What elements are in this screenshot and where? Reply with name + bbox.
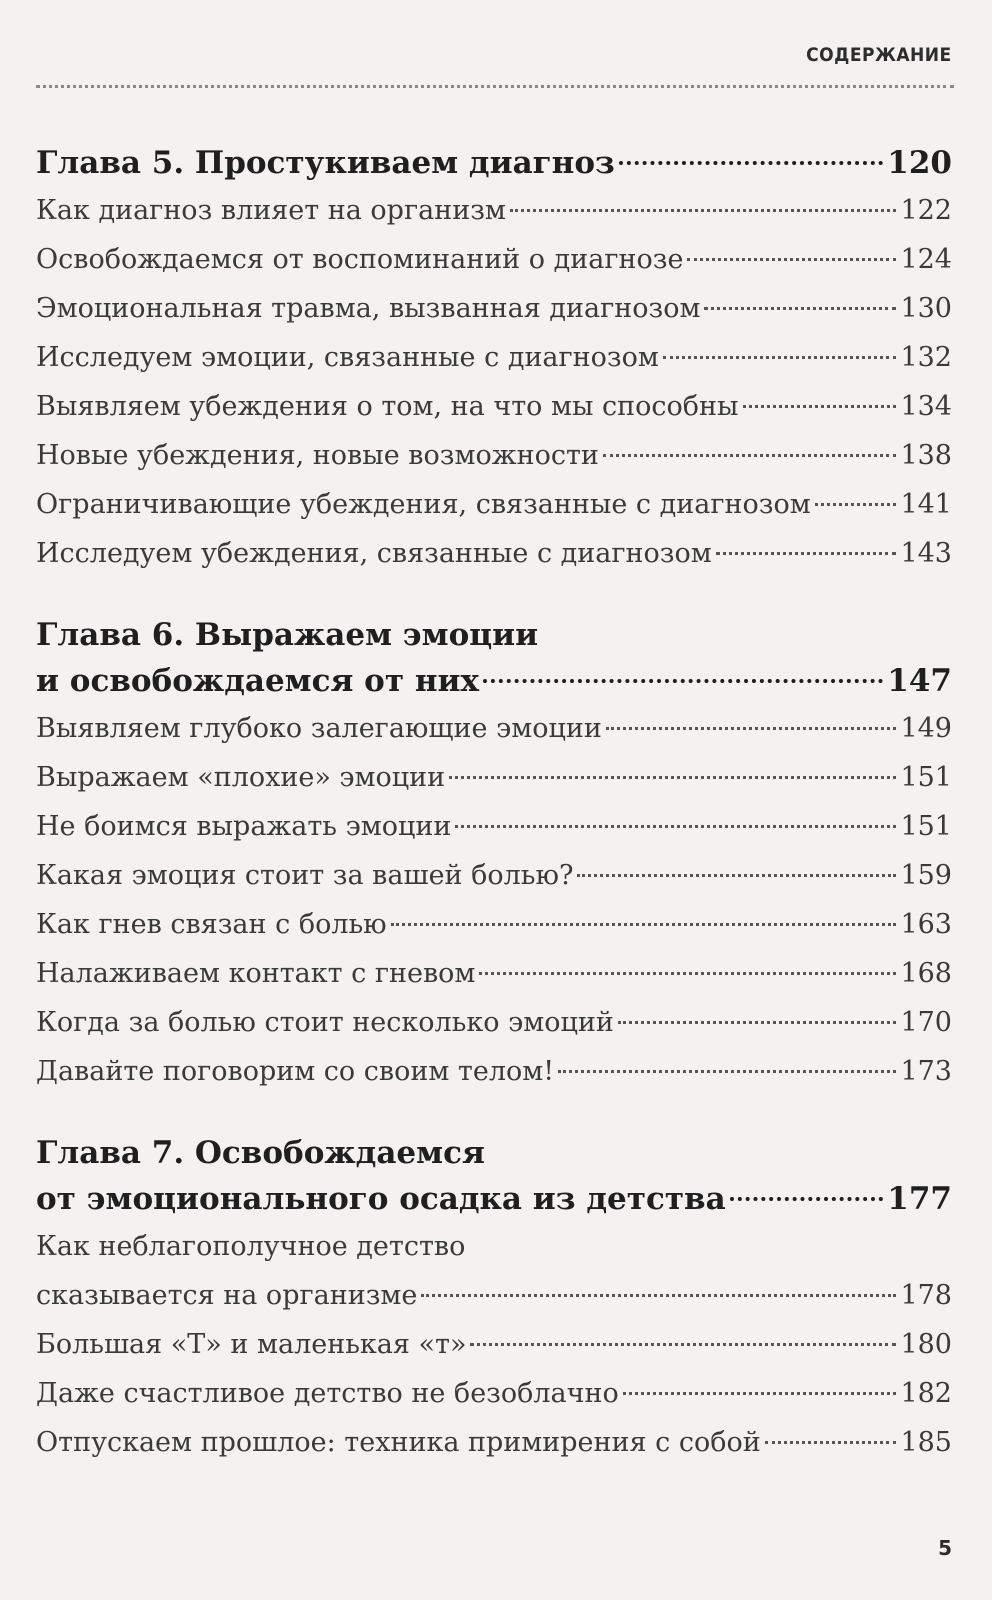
entry-title-line: Когда за болью стоит несколько эмоций [36, 1007, 614, 1038]
entry-title-line: Как неблагополучное детство [36, 1231, 466, 1262]
header-divider [36, 85, 954, 88]
entry-title-line: Налаживаем контакт с гневом [36, 958, 476, 989]
dot-leader [577, 874, 896, 877]
entry-page-number: 178 [900, 1280, 952, 1311]
toc-entry[interactable] [36, 949, 952, 998]
entry-row [36, 382, 952, 431]
chapter-title-row [36, 658, 952, 704]
entry-page-number: 149 [900, 713, 952, 744]
chapter-spacer [36, 1096, 952, 1130]
entry-page-number: 122 [900, 195, 952, 226]
entry-row [36, 900, 952, 949]
entry-row [36, 1047, 952, 1096]
running-head: СОДЕРЖАНИЕ [806, 44, 952, 66]
entry-title-line: Новые убеждения, новые возможности [36, 440, 599, 471]
toc-entry[interactable] [36, 382, 952, 431]
entry-row [36, 235, 952, 284]
entry-title-line: Не боимся выражать эмоции [36, 811, 452, 842]
toc-entry[interactable] [36, 1222, 952, 1320]
dot-leader [421, 1294, 896, 1297]
chapter-heading[interactable] [36, 140, 952, 186]
chapter-spacer [36, 578, 952, 612]
table-of-contents [36, 140, 952, 1467]
entry-row [36, 431, 952, 480]
entry-title-line: сказывается на организме [36, 1280, 418, 1311]
toc-entry[interactable] [36, 1320, 952, 1369]
dot-leader [558, 1070, 896, 1073]
toc-entry[interactable] [36, 431, 952, 480]
chapter-heading[interactable] [36, 612, 952, 704]
entry-page-number: 159 [900, 860, 952, 891]
entry-page-number: 151 [900, 762, 952, 793]
entry-row [36, 753, 952, 802]
page-number: 5 [938, 1536, 952, 1560]
entry-row [36, 333, 952, 382]
entry-title-line: Как гнев связан с болью [36, 909, 387, 940]
entry-page-number: 182 [900, 1378, 952, 1409]
entry-row [36, 949, 952, 998]
entry-title-line: Выражаем «плохие» эмоции [36, 762, 446, 793]
dot-leader [391, 923, 897, 926]
dot-leader [687, 258, 896, 261]
dot-leader [483, 679, 883, 683]
chapter-title-line: Глава 7. Освобождаемся [36, 1135, 485, 1171]
toc-entry[interactable] [36, 1369, 952, 1418]
entry-title-line: Какая эмоция стоит за вашей болью? [36, 860, 574, 891]
entry-title-line: Отпускаем прошлое: техника примирения с собой [36, 1427, 761, 1458]
entry-row [36, 529, 952, 578]
toc-entry[interactable] [36, 529, 952, 578]
entry-page-number: 168 [900, 958, 952, 989]
entry-row [36, 284, 952, 333]
entry-title-line: Давайте поговорим со своим телом! [36, 1056, 555, 1087]
entry-row [36, 998, 952, 1047]
toc-entry[interactable] [36, 753, 952, 802]
entry-page-number: 163 [900, 909, 952, 940]
entry-row [36, 851, 952, 900]
chapter-page-number: 120 [887, 145, 952, 181]
entry-row [36, 480, 952, 529]
chapter-title-line: Глава 5. Простукиваем диагноз [36, 145, 615, 181]
entry-page-number: 141 [900, 489, 952, 520]
entry-title-line: Ограничивающие убеждения, связанные с диагнозом [36, 489, 811, 520]
dot-leader [449, 776, 896, 779]
entry-page-number: 180 [900, 1329, 952, 1360]
dot-leader [716, 552, 897, 555]
chapter-heading[interactable] [36, 1130, 952, 1222]
dot-leader [603, 454, 897, 457]
dot-leader [618, 1021, 897, 1024]
entry-title-line: Выявляем глубоко залегающие эмоции [36, 713, 602, 744]
entry-page-number: 173 [900, 1056, 952, 1087]
chapter-page-number: 147 [887, 663, 952, 699]
toc-entry[interactable] [36, 235, 952, 284]
dot-leader [743, 405, 897, 408]
entry-page-number: 185 [900, 1427, 952, 1458]
entry-page-number: 138 [900, 440, 952, 471]
entry-row [36, 1418, 952, 1467]
entry-title-line: Эмоциональная травма, вызванная диагнозом [36, 293, 701, 324]
entry-row [36, 186, 952, 235]
dot-leader [606, 727, 897, 730]
entry-page-number: 134 [900, 391, 952, 422]
dot-leader [815, 503, 897, 506]
dot-leader [765, 1441, 897, 1444]
chapter-title-line: и освобождаемся от них [36, 663, 480, 699]
dot-leader [730, 1197, 884, 1201]
toc-entry[interactable] [36, 1047, 952, 1096]
entry-page-number: 132 [900, 342, 952, 373]
chapter-page-number: 177 [887, 1181, 952, 1217]
entry-page-number: 151 [900, 811, 952, 842]
entry-row [36, 704, 952, 753]
toc-entry[interactable] [36, 704, 952, 753]
dot-leader [455, 825, 896, 828]
entry-row [36, 802, 952, 851]
chapter-title-line: Глава 6. Выражаем эмоции [36, 617, 539, 653]
entry-title-line: Исследуем эмоции, связанные с диагнозом [36, 342, 659, 373]
toc-entry[interactable] [36, 900, 952, 949]
dot-leader [510, 209, 897, 212]
dot-leader [479, 972, 896, 975]
entry-row [36, 1271, 952, 1320]
entry-page-number: 124 [900, 244, 952, 275]
dot-leader [470, 1343, 896, 1346]
dot-leader [623, 1392, 897, 1395]
entry-title-line: Даже счастливое детство не безоблачно [36, 1378, 619, 1409]
toc-entry[interactable] [36, 284, 952, 333]
chapter-title-row [36, 1176, 952, 1222]
entry-row [36, 1369, 952, 1418]
dot-leader [663, 356, 897, 359]
chapter-title-row [36, 140, 952, 186]
entry-page-number: 170 [900, 1007, 952, 1038]
toc-entry[interactable] [36, 333, 952, 382]
entry-title-line: Освобождаемся от воспоминаний о диагнозе [36, 244, 684, 275]
entry-title-line: Выявляем убеждения о том, на что мы способны [36, 391, 739, 422]
toc-entry[interactable] [36, 802, 952, 851]
toc-entry[interactable] [36, 851, 952, 900]
dot-leader [704, 307, 896, 310]
toc-entry[interactable] [36, 1418, 952, 1467]
entry-title-line: Исследуем убеждения, связанные с диагнозом [36, 538, 712, 569]
entry-title-line: Как диагноз влияет на организм [36, 195, 506, 226]
entry-row [36, 1320, 952, 1369]
chapter-title-line: от эмоционального осадка из детства [36, 1181, 726, 1217]
entry-title-line: Большая «Т» и маленькая «т» [36, 1329, 467, 1360]
toc-entry[interactable] [36, 186, 952, 235]
entry-page-number: 143 [900, 538, 952, 569]
toc-entry[interactable] [36, 998, 952, 1047]
entry-page-number: 130 [900, 293, 952, 324]
dot-leader [619, 161, 883, 165]
toc-entry[interactable] [36, 480, 952, 529]
